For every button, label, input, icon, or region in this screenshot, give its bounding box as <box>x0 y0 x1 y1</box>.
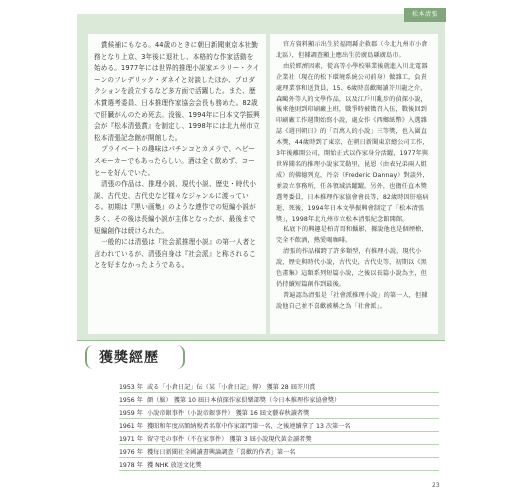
zh-paragraph: 官方資料顯示出生於福岡縣企救郡（今北九州市小倉北區），但據調查顯上應出生於廣島縣廣島市。 <box>276 41 428 59</box>
japanese-text-column <box>88 34 266 334</box>
award-year: 1956 年 <box>119 396 143 404</box>
award-year: 1978 年 <box>119 461 143 469</box>
header-tag: 松本清張 <box>404 8 446 22</box>
awards-list <box>119 380 439 471</box>
jp-paragraph: プライベートの趣味はパチンコとカメラで、ヘビースモーカーでもあったらしい。酒は全く飲めず、コーヒーを好んでいた。 <box>94 145 256 177</box>
awards-section <box>77 340 445 480</box>
award-row <box>119 432 439 445</box>
zh-paragraph: 清張的作品橫跨了許多類型，有推理小說，現代小說，歷史與時代小說，古代史，古代史等，初期以《黑色畫集》這類系列短篇小說，之後以長篇小說為主，但仍持續短篇創作到最後。 <box>276 248 427 288</box>
award-row <box>119 393 439 406</box>
award-year: 1971 年 <box>119 435 143 443</box>
award-row <box>119 406 439 419</box>
award-row <box>119 380 439 393</box>
award-text: 顔（臉） 獲第 10 屆日本偵探作家俱樂部獎（今日本推理作家協會獎） <box>147 396 341 404</box>
right-bracket-ornament <box>175 345 185 369</box>
left-bracket-ornament <box>85 345 95 369</box>
awards-title: 獲獎經歷 <box>99 350 159 366</box>
award-year: 1976 年 <box>119 448 143 456</box>
award-text: 小說帝銀事件（小說帝銀事件） 獲第 16 屆文藝春秋讀者獎 <box>147 409 310 417</box>
award-year: 1953 年 <box>119 383 143 391</box>
award-text: 留守宅の事件（不在家事件） 獲第 3 屆小說現代黃金讀者獎 <box>147 435 312 443</box>
award-text: 獲每日新聞社全國讀書興論調查「喜歡的作者」第一名 <box>147 448 296 456</box>
award-row <box>119 458 439 471</box>
award-row <box>119 419 439 432</box>
jp-paragraph: 清張の作品は、推理小説、現代小説、歴史・時代小説、古代史、古代史など様々なジャンルに渡っている。初期は『黒い画集』のような連作での短編小説が多く、その後は長編小説が主体となったが、最後まで短編創作は続けられた。 <box>94 180 257 235</box>
chinese-text-column <box>270 34 438 334</box>
award-text: 獲昭和年度高額納稅者名單中作家部門第一名，之後連續拿了 13 次第一名 <box>147 422 351 430</box>
zh-paragraph: 普遍認為清張是「社會派推理小說」的第一人，但據說他自己並不喜歡被稱之為「社會派」。 <box>276 291 428 310</box>
jp-paragraph: 賞候補にもなる。44歳のときに朝日新聞東京本社勤務となり上京、3年後に退社し、本格的な作家活動を始める。1977年には世界的推理小説家エラリー・クイーンのフレデリック・ダネイと対談したほか、プロダクションを設立するなど多方面で活躍した。また、歴木賞選考委員、日本推理作家協会会長も務めた。82歳で肝臓がんのため死去。没後、1994年に日本文学振興会が『松本清張賞』を制定し、1998年には北九州市立松本清張記念館が開館した。 <box>94 41 260 142</box>
zh-paragraph: 私底下的興趣是柏青哥和攝影，據說他也是個煙槍，完全不飲酒，熱愛喝咖啡。 <box>276 226 428 245</box>
page-number: 23 <box>432 482 440 489</box>
award-text: 或る「小倉日記」伝（某「小倉日記」傳） 獲第 28 屆芥川賞 <box>147 383 316 391</box>
award-text: 獲 NHK 放送文化獎 <box>147 461 202 469</box>
award-year: 1959 年 <box>119 409 143 417</box>
award-row <box>119 445 439 458</box>
jp-paragraph: 一般的には清張は『社会派推理小説』の第一人者と言われているが、清張自身は『社会派』と称されることを好まなかったようである。 <box>94 238 257 270</box>
awards-title-band <box>77 340 445 374</box>
award-year: 1961 年 <box>119 422 143 430</box>
zh-paragraph: 由於經濟因素，從高等小學校畢業後就進入川北電器企業社（現在的松下環境系統公司前身）做雜工，負責處理業事和送貨員，15、6歲時喜歡閱讀芥川龍之介，森鷗外等人的文學作品，以及江戶川亂步的偵探小說，後來他則到印刷廠上班，戰爭時被徵召入伍，戰後回到印刷廠工作週期始寫小說，處女作《西鄉紙幣》入選雜誌《週刊朝日》的「百萬人的小說」三等獎，也入圍直木獎，44歲時到了東京，在朝日新聞東京總公司工作，3年後離開公司，開始正式以作家身分活躍，1977年與世界聞名的推理小說家艾勒里，昆恩（由表兄弟兩人組成）的佛德列克，丹奈（Frederic Dannay）對談外，並設立事務所，任各領域活躍躍。另外，也擔任直木獎選考委員，日本推理作家協會會長等，82歲時因肝癌病逝，死後，1994年日本文學振興會制定了「松本清張獎」，1998年北九州市立松本清張紀念館開館。 <box>276 62 429 223</box>
